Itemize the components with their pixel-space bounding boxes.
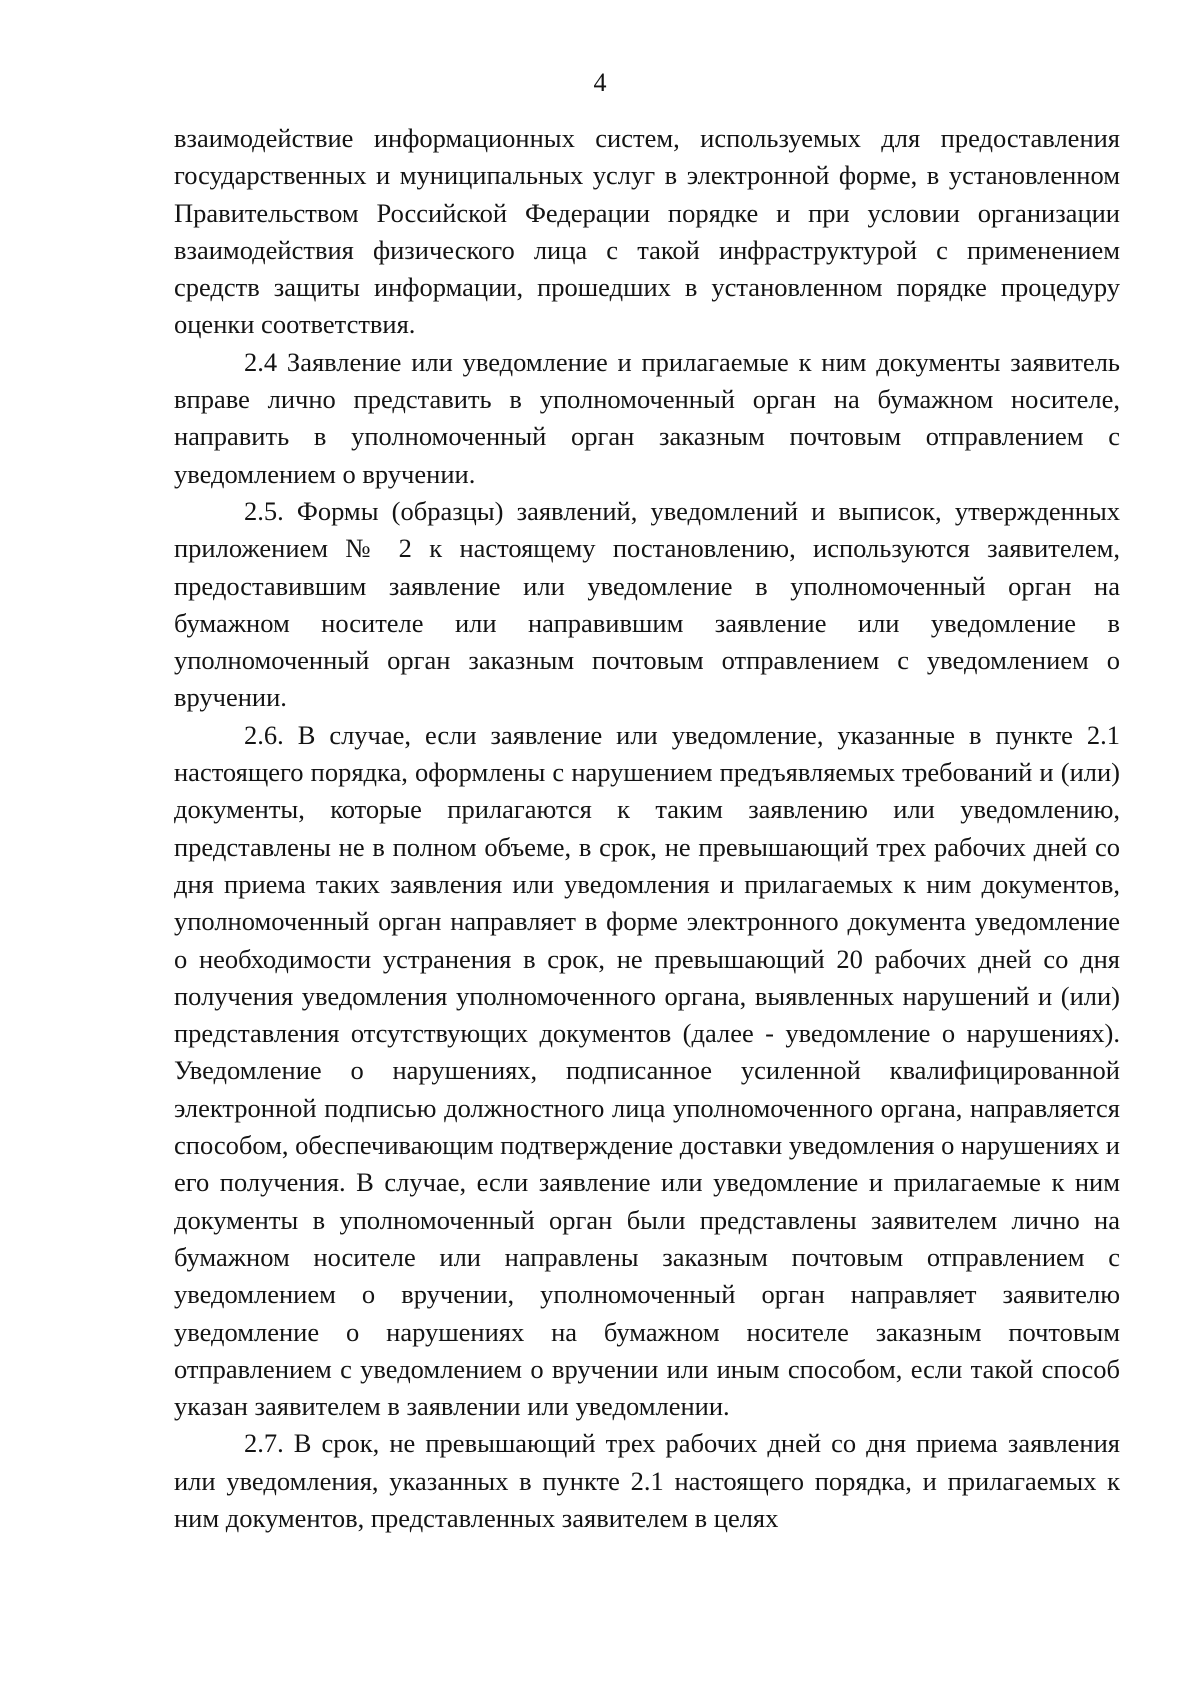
paragraph-2-7: 2.7. В срок, не превышающий трех рабочих дней со дня приема заявления или уведомления, указанных в пункте 2.1 настоящего порядка, и прилагаемых к ним документов, представленных заявителем в целях xyxy=(174,1428,1120,1533)
document-body xyxy=(174,120,1120,1537)
paragraph-2-4: 2.4 Заявление или уведомление и прилагаемые к ним документы заявитель вправе лично представить в уполномоченный орган на бумажном носителе, направить в уполномоченный орган заказным почтовым отправлением с уведомлением о вручении. xyxy=(174,346,1120,489)
page-number: 4 xyxy=(593,68,607,97)
paragraph-continuation: взаимодействие информационных систем, используемых для предоставления государственных и муниципальных услуг в электронной форме, в установленном Правительством Российской Федерации порядке и при условии организации взаимодействия физического лица с такой инфраструктурой с применением средств защиты информации, прошедших в установленном порядке процедуру оценки соответствия. xyxy=(174,123,1120,340)
paragraph-2-5: 2.5. Формы (образцы) заявлений, уведомлений и выписок, утвержденных приложением № 2 к настоящему постановлению, используются заявителем, предоставившим заявление или уведомление в уполномоченный орган на бумажном носителе или направившим заявление или уведомление в уполномоченный орган заказным почтовым отправлением с уведомлением о вручении. xyxy=(174,495,1120,713)
paragraph-2-6: 2.6. В случае, если заявление или уведомление, указанные в пункте 2.1 настоящего порядка, оформлены с нарушением предъявляемых требований и (или) документы, которые прилагаются к таким заявлению или уведомлению, представлены не в полном объеме, в срок, не превышающий трех рабочих дней со дня приема таких заявления или уведомления и прилагаемых к ним документов, уполномоченный орган направляет в форме электронного документа уведомление о необходимости устранения в срок, не превышающий 20 рабочих дней со дня получения уведомления уполномоченного органа, выявленных нарушений и (или) представления отсутствующих документов (далее - уведомление о нарушениях). Уведомление о нарушениях, подписанное усиленной квалифицированной электронной подписью должностного лица уполномоченного органа, направляется способом, обеспечивающим подтверждение доставки уведомления о нарушениях и его получения. В случае, если заявление или уведомление и прилагаемые к ним документы в уполномоченный орган были представлены заявителем лично на бумажном носителе или направлены заказным почтовым отправлением с уведомлением о вручении, уполномоченный орган направляет заявителю уведомление о нарушениях на бумажном носителе заказным почтовым отправлением с уведомлением о вручении или иным способом, если такой способ указан заявителем в заявлении или уведомлении. xyxy=(174,719,1120,1422)
